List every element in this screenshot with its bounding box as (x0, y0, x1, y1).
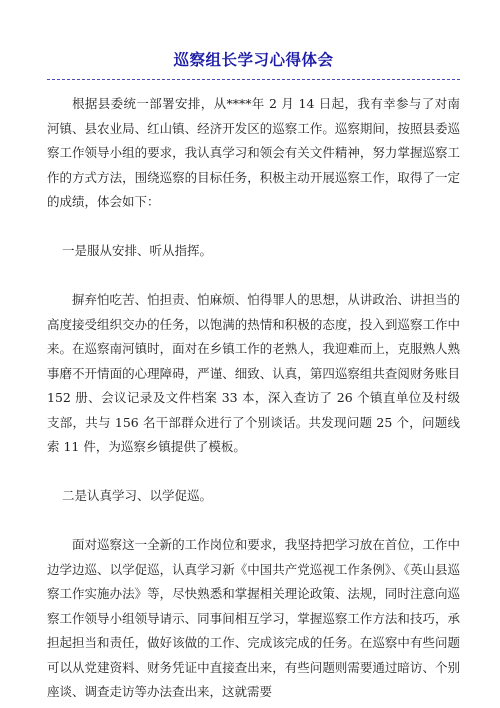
title-divider (47, 79, 460, 80)
document-body (47, 92, 460, 705)
section-heading-2: 二是认真学习、以学促巡。 (62, 488, 213, 503)
document-title: 巡察组长学习心得体会 (173, 51, 334, 69)
paragraph-section-2: 面对巡察这一全新的工作岗位和要求，我坚持把学习放在首位，工作中边学边巡、以学促巡，认真学习新《中国共产党巡视工作条例》、《英山县巡察工作实施办法》等，尽快熟悉和掌握相关理论政策、法规，同时注意向巡察工作领导小组领导请示、同事间相互学习，掌握巡察工作方法和技巧，承担起担当和责任，做好该做的工作、完成该完成的任务。在巡察中有些问题可以从党建资料、财务凭证中直接查出来，有些问题则需要通过暗访、个别座谈、调查走访等办法查出来，这就需要 (47, 537, 460, 699)
paragraph-intro: 根据县委统一部署安排，从****年 2 月 14 日起，我有幸参与了对南河镇、县农业局、红山镇、经济开发区的巡察工作。巡察期间，按照县委巡察工作领导小组的要求，我认真学习和领会有关文件精神，努力掌握巡察工作的方式方法，围绕巡察的目标任务，积极主动开展巡察工作，取得了一定的成绩，体会如下： (47, 96, 460, 209)
section-heading-1: 一是服从安排、听从指挥。 (62, 243, 213, 258)
paragraph-section-1: 摒弃怕吃苦、怕担责、怕麻烦、怕得罪人的思想，从讲政治、讲担当的高度接受组织交办的任务，以饱满的热情和积极的态度，投入到巡察工作中来。在巡察南河镇时，面对在乡镇工作的老熟人，我迎难而上，克服熟人熟事磨不开情面的心理障碍，严谨、细致、认真，第四巡察组共查阅财务账目 152 册、会议记录及文件档案 33 本，深入查访了 26 个镇直单位及村级支部，共与 156 名干部群众进行了个别谈话。共发现问题 25 个，问题线索 11 件，为巡察乡镇提供了模板。 (47, 292, 460, 454)
